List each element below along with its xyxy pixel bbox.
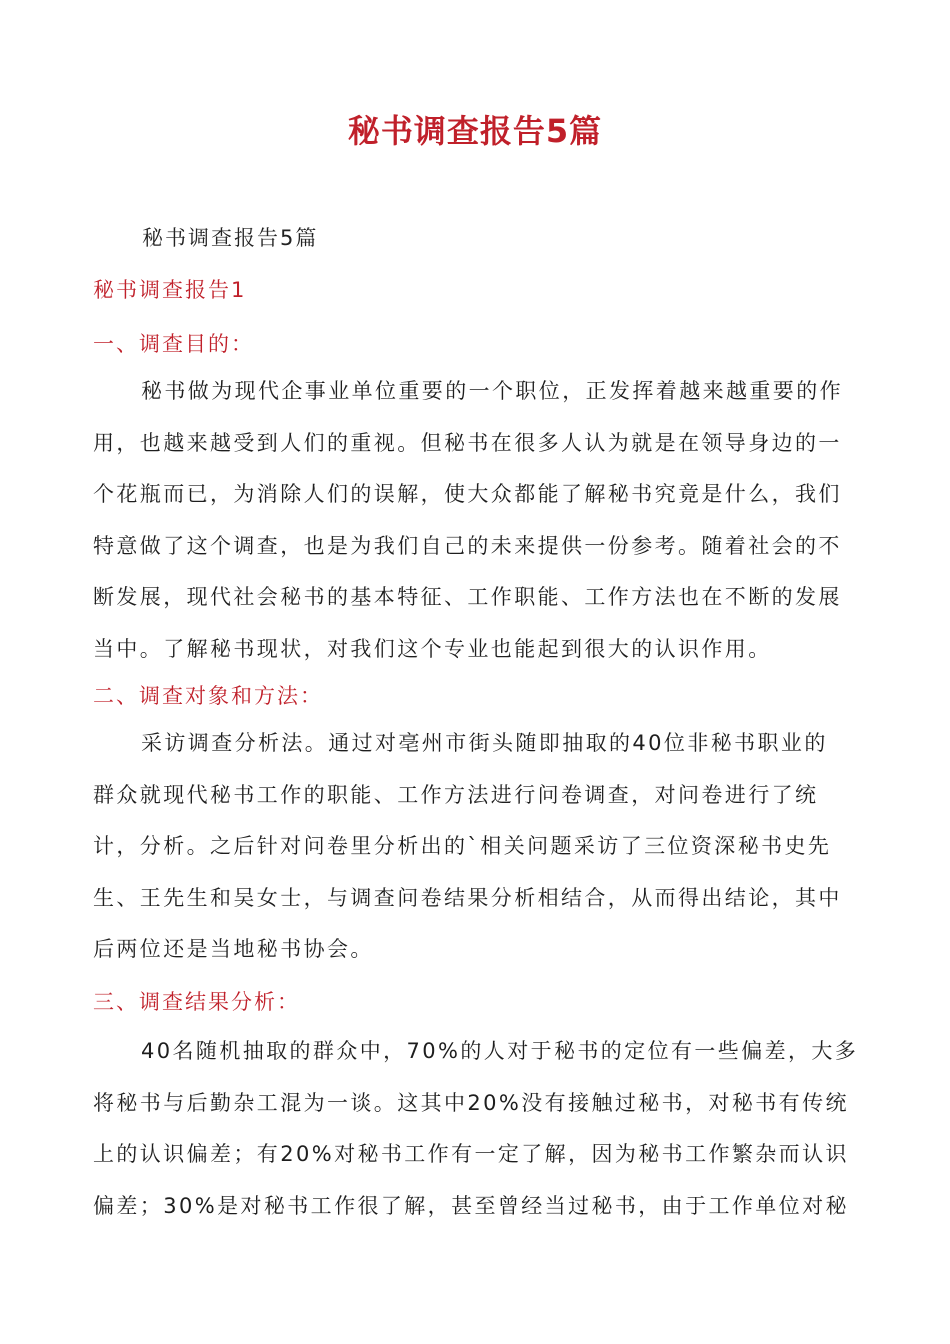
section-heading-purpose: 一、调查目的： xyxy=(93,332,254,356)
paragraph-line: 当中。了解秘书现状，对我们这个专业也能起到很大的认识作用。 xyxy=(93,636,772,661)
paragraph-line: 群众就现代秘书工作的职能、工作方法进行问卷调查，对问卷进行了统 xyxy=(93,782,819,807)
section-body-purpose xyxy=(93,366,863,675)
paragraph-line: 40名随机抽取的群众中，70%的人对于秘书的定位有一些偏差，大多 xyxy=(141,1039,859,1063)
report-heading: 秘书调查报告1 xyxy=(93,278,247,302)
paragraph-line: 上的认识偏差；有20%对秘书工作有一定了解，因为秘书工作繁杂而认识 xyxy=(93,1142,849,1166)
paragraph-line: 断发展，现代社会秘书的基本特征、工作职能、工作方法也在不断的发展 xyxy=(93,585,842,609)
document-title: 秘书调查报告5篇 xyxy=(347,112,603,150)
paragraph-line: 特意做了这个调查，也是为我们自己的未来提供一份参考。随着社会的不 xyxy=(93,533,842,558)
paragraph-line: 计，分析。之后针对问卷里分析出的`相关问题采访了三位资深秘书史先 xyxy=(93,834,832,858)
paragraph-line: 生、王先生和吴女士，与调查问卷结果分析相结合，从而得出结论，其中 xyxy=(93,885,842,910)
paragraph-line: 将秘书与后勤杂工混为一谈。这其中20%没有接触过秘书，对秘书有传统 xyxy=(93,1090,849,1115)
paragraph-line: 个花瓶而已，为消除人们的误解，使大众都能了解秘书究竟是什么，我们 xyxy=(93,482,842,506)
section-heading-method: 二、调查对象和方法： xyxy=(93,684,323,708)
paragraph-line: 后两位还是当地秘书协会。 xyxy=(93,937,374,961)
paragraph-line: 偏差；30%是对秘书工作很了解，甚至曾经当过秘书，由于工作单位对秘 xyxy=(93,1193,849,1218)
section-body-method xyxy=(93,718,863,976)
paragraph-line: 用，也越来越受到人们的重视。但秘书在很多人认为就是在领导身边的一 xyxy=(93,430,842,455)
section-body-results xyxy=(93,1026,863,1232)
section-heading-results: 三、调查结果分析： xyxy=(93,990,300,1014)
document-subtitle: 秘书调查报告5篇 xyxy=(142,226,319,250)
paragraph-line: 秘书做为现代企事业单位重要的一个职位，正发挥着越来越重要的作 xyxy=(141,379,843,403)
paragraph-line: 采访调查分析法。通过对亳州市街头随即抽取的40位非秘书职业的 xyxy=(141,731,828,755)
